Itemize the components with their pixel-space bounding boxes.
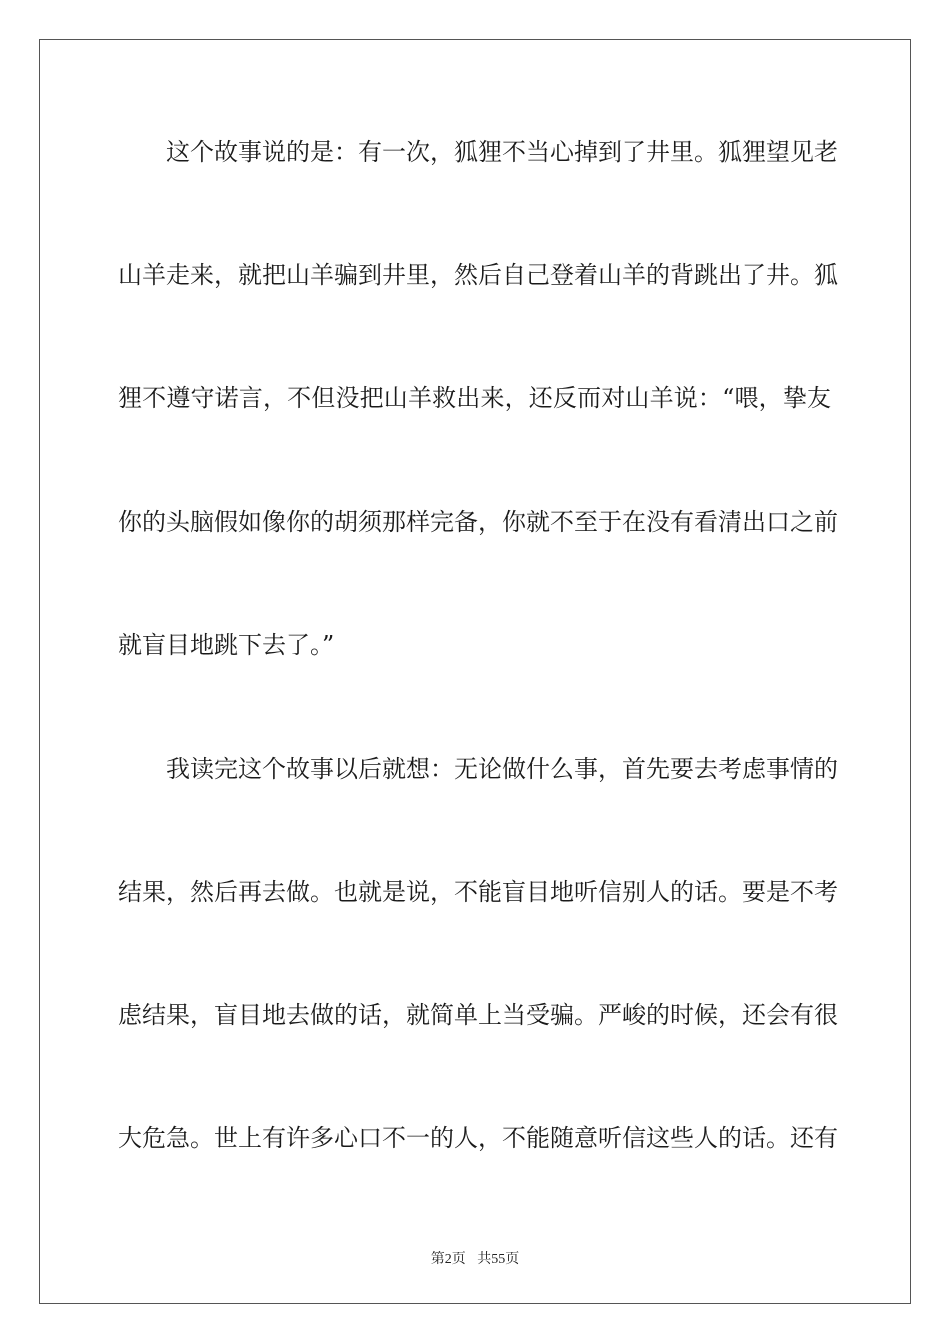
paragraph-1-line-5: 就盲目地跳下去了。” — [118, 631, 335, 659]
paragraph-1-line-1: 这个故事说的是：有一次，狐狸不当心掉到了井里。狐狸望见老 — [166, 138, 838, 166]
paragraph-2-line-2: 结果，然后再去做。也就是说，不能盲目地听信别人的话。要是不考 — [118, 878, 838, 906]
paragraph-2-line-1: 我读完这个故事以后就想：无论做什么事，首先要去考虑事情的 — [166, 755, 838, 783]
page-border — [39, 39, 911, 1304]
paragraph-1-line-4: 你的头脑假如像你的胡须那样完备，你就不至于在没有看清出口之前 — [118, 508, 838, 536]
paragraph-2-line-3: 虑结果，盲目地去做的话，就简单上当受骗。严峻的时候，还会有很 — [118, 1001, 838, 1029]
page-footer — [0, 1248, 950, 1268]
paragraph-1-line-2: 山羊走来，就把山羊骗到井里，然后自己登着山羊的背跳出了井。狐 — [118, 261, 838, 289]
paragraph-1-line-3: 狸不遵守诺言，不但没把山羊救出来，还反而对山羊说：“喂，挚友 — [118, 384, 831, 412]
total-pages: 共55页 — [477, 1252, 520, 1267]
paragraph-2-line-4: 大危急。世上有许多心口不一的人，不能随意听信这些人的话。还有 — [118, 1124, 838, 1152]
page-number: 第2页 — [430, 1252, 466, 1267]
